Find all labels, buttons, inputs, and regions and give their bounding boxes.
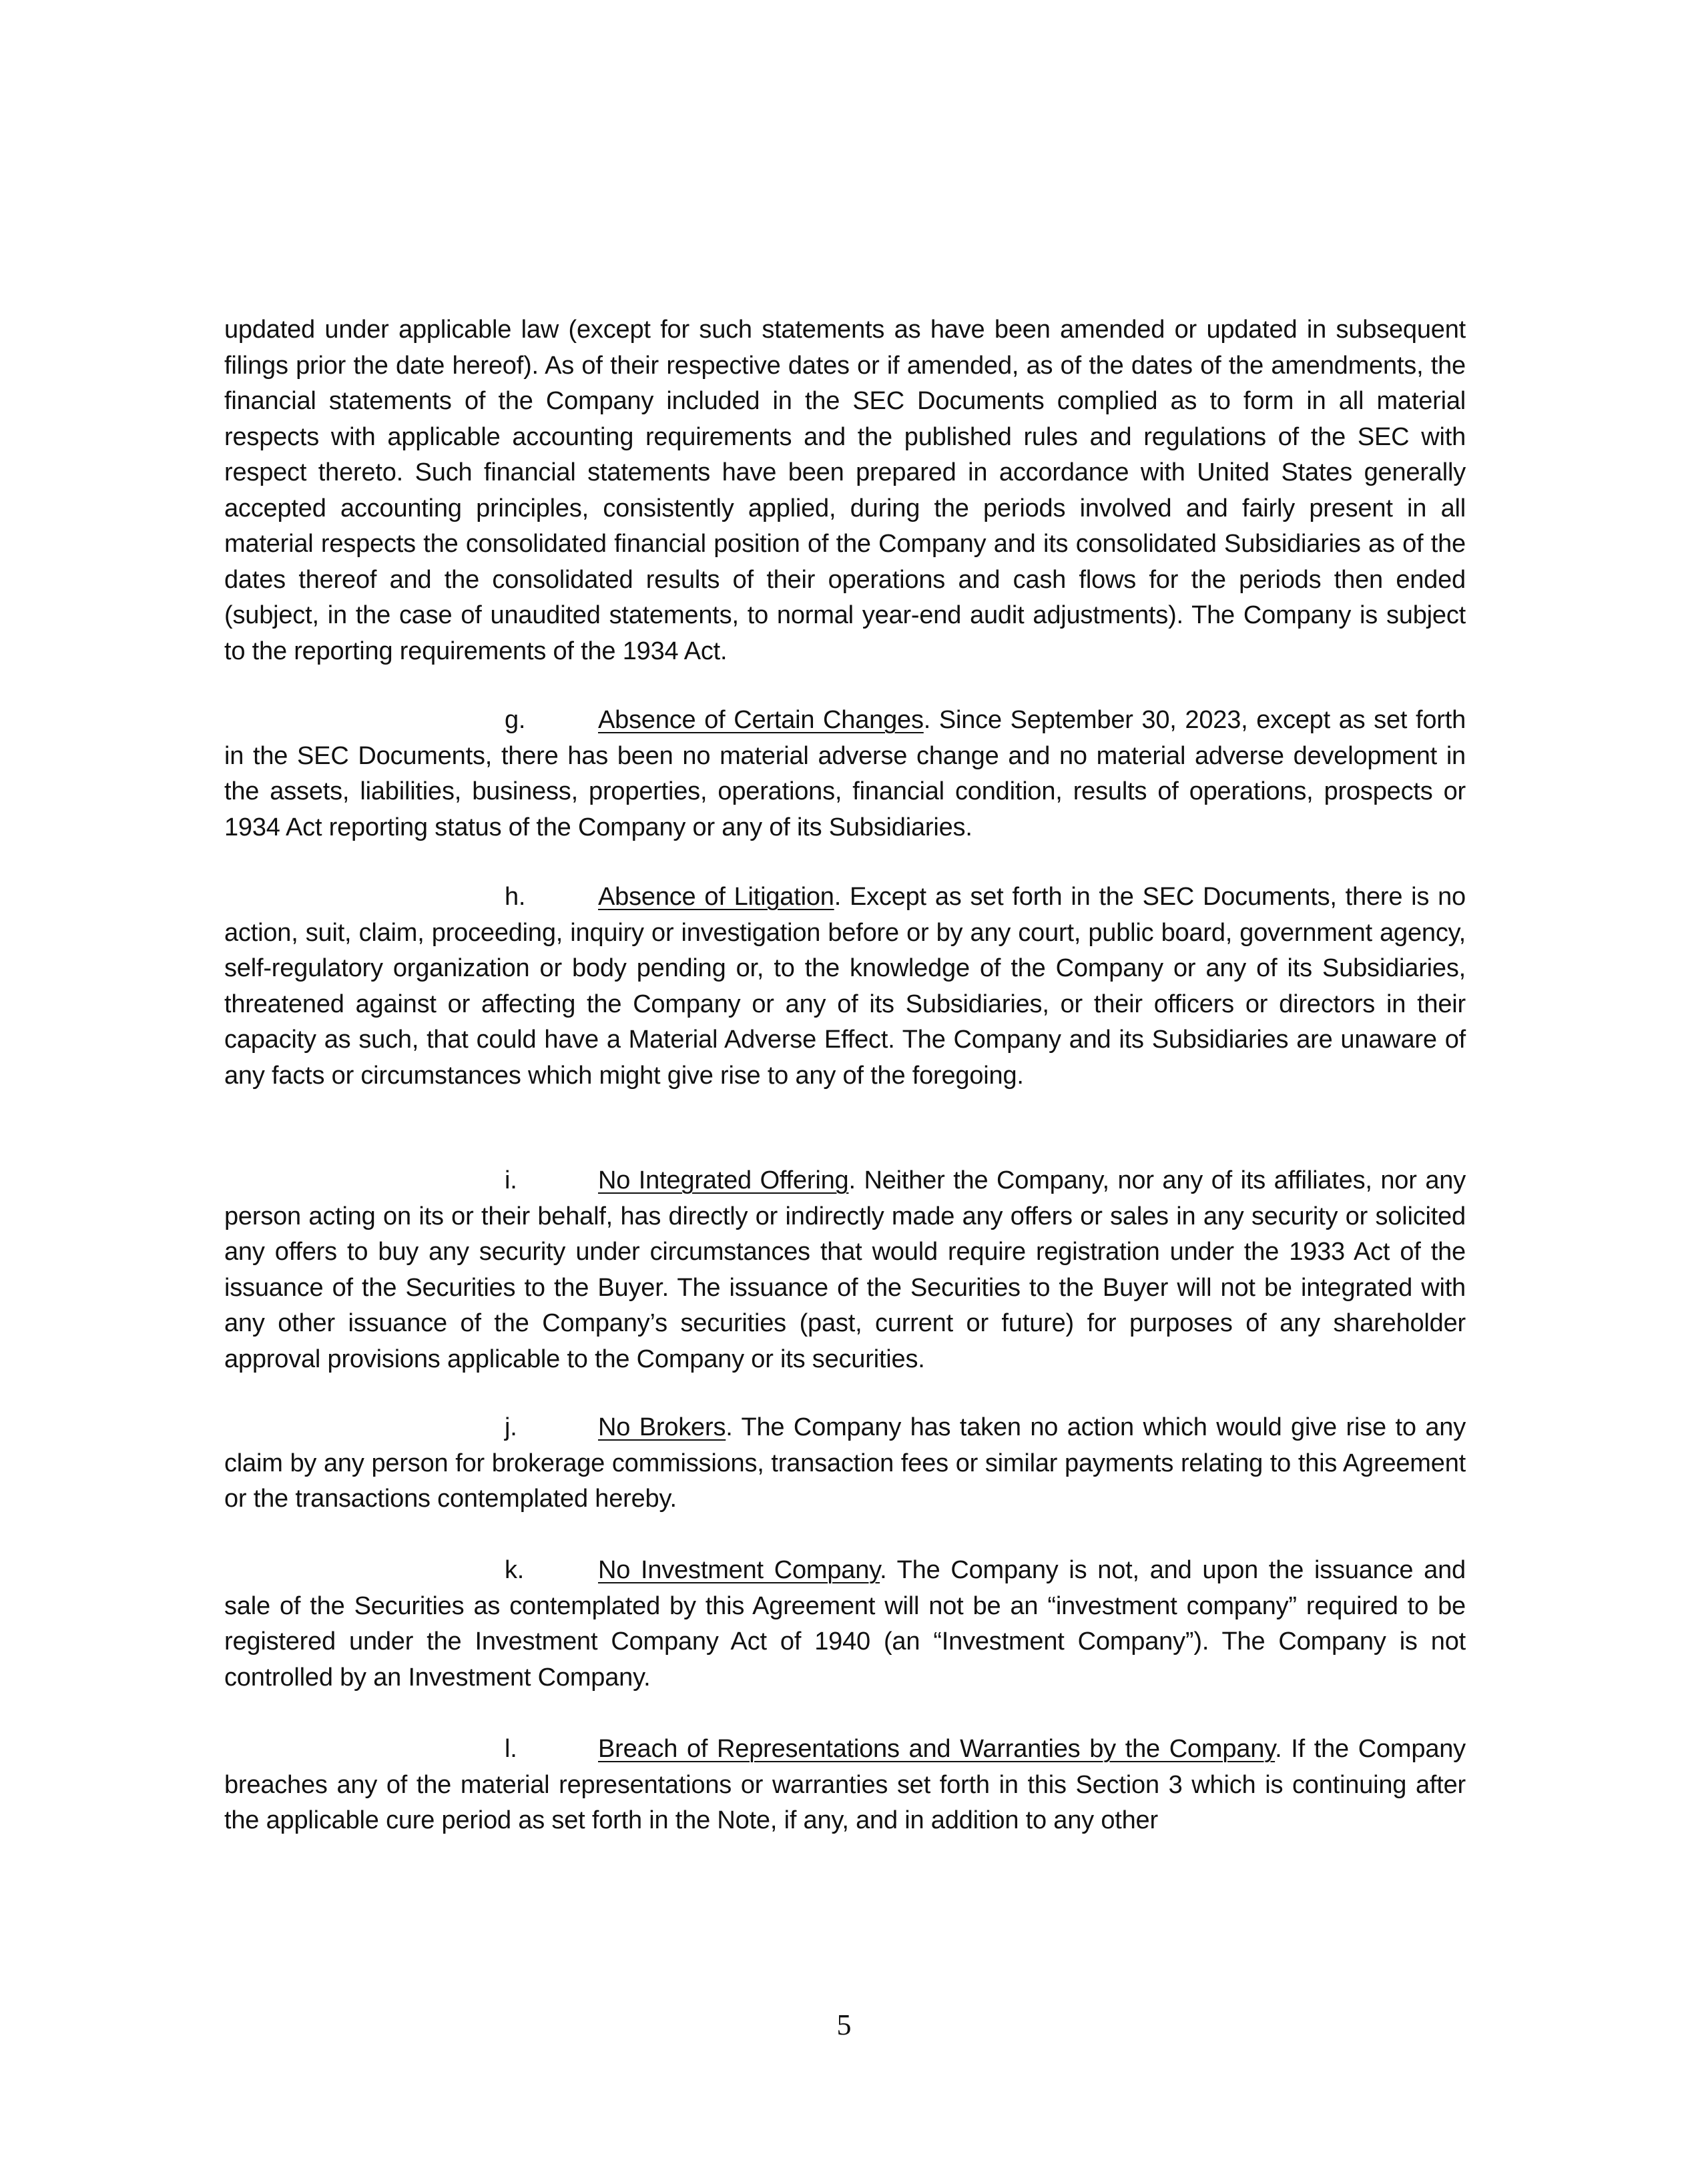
section-body: . Except as set forth in the SEC Documents, there is no action, suit, claim, proceeding, inquiry or investigation before or by any court, public board, government agency, self-regulatory organization or body pending or, to the knowledge of the Company or any of its Subsidiaries, threatened against or affecting the Company or any of its Subsidiaries, or their officers or directors in their capacity as such, that could have a Material Adverse Effect. The Company and its Subsidiaries are unaware of any facts or circumstances which might give rise to any of the foregoing. <box>224 883 1466 1090</box>
section-body: . Neither the Company, nor any of its affiliates, nor any person acting on its or their behalf, has directly or indirectly made any offers or sales in any security or solicited any offers to buy any security under circumstances that would require registration under the 1933 Act of the issuance of the Securities to the Buyer. The issuance of the Securities to the Buyer will not be integrated with any other issuance of the Company’s securities (past, current or future) for purposes of any shareholder approval provisions applicable to the Company or its securities. <box>224 1166 1466 1373</box>
section-j-paragraph <box>224 1410 1466 1517</box>
section-number: i. <box>505 1166 517 1194</box>
section-heading: No Integrated Offering <box>598 1166 849 1194</box>
section-body: . The Company has taken no action which would give rise to any claim by any person for brokerage commissions, transaction fees or similar payments relating to this Agreement or the transactions contemplated hereby. <box>224 1413 1466 1513</box>
section-body: . If the Company breaches any of the material representations or warranties set forth in this Section 3 which is continuing after the applicable cure period as set forth in the Note, if any, and in addition to any other <box>224 1735 1466 1834</box>
section-heading: No Investment Company <box>598 1556 880 1584</box>
section-i-paragraph <box>224 1163 1466 1377</box>
section-g-paragraph <box>224 703 1466 845</box>
section-number: g. <box>505 706 526 734</box>
section-heading: Absence of Certain Changes <box>598 706 924 734</box>
opening-paragraph: updated under applicable law (except for such statements as have been amended or updated in subsequent filings prior the date hereof). As of their respective dates or if amended, as of the dates of the amendments, the financial statements of the Company included in the SEC Documents complied as to form in all material respects with applicable accounting requirements and the published rules and regulations of the SEC with respect thereto. Such financial statements have been prepared in accordance with United States generally accepted accounting principles, consistently applied, during the periods involved and fairly present in all material respects the consolidated financial position of the Company and its consolidated Subsidiaries as of the dates thereof and the consolidated results of their operations and cash flows for the periods then ended (subject, in the case of unaudited statements, to normal year-end audit adjustments). The Company is subject to the reporting requirements of the 1934 Act. <box>224 316 1466 665</box>
page-number: 5 <box>836 2009 852 2041</box>
section-number: j. <box>505 1413 517 1441</box>
section-body: . Since September 30, 2023, except as set forth in the SEC Documents, there has been no material adverse change and no material adverse development in the assets, liabilities, business, properties, operations, financial condition, results of operations, prospects or 1934 Act reporting status of the Company or any of its Subsidiaries. <box>224 706 1466 841</box>
section-body: . The Company is not, and upon the issuance and sale of the Securities as contemplated by this Agreement will not be an “investment company” required to be registered under the Investment Company Act of 1940 (an “Investment Company”). The Company is not controlled by an Investment Company. <box>224 1556 1466 1692</box>
section-number: k. <box>505 1556 525 1584</box>
section-l-paragraph <box>224 1732 1466 1839</box>
section-k-paragraph <box>224 1553 1466 1696</box>
section-heading: Breach of Representations and Warranties by the Company <box>598 1735 1276 1763</box>
section-heading: Absence of Litigation <box>598 883 834 911</box>
section-h-paragraph <box>224 879 1466 1094</box>
section-heading: No Brokers <box>598 1413 726 1441</box>
section-number: h. <box>505 883 526 911</box>
section-number: l. <box>505 1735 517 1763</box>
